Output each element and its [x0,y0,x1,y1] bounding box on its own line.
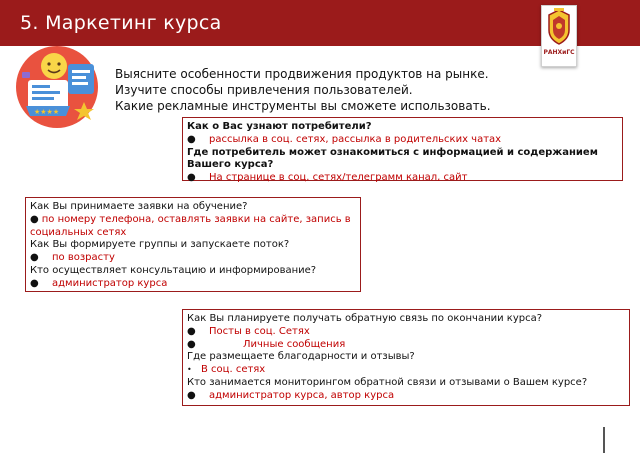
answer-text [187,172,618,185]
question-text: Где потребитель может ознакомиться с информацией и содержанием Вашего курса? [187,146,598,171]
answer-value: по возрасту [52,252,115,264]
answer-text [187,390,625,403]
answer-value: На странице в соц. сетях/телеграмм канал, сайт [209,172,468,184]
answer-value: администратор курса [52,277,168,289]
answer-text [187,364,625,377]
bullet-icon: ● [187,338,196,350]
bullet-icon: ● [30,213,39,225]
bullet-icon: ● [187,172,196,184]
answer-text [187,134,618,147]
answer-value: Посты в соц. Сетях [209,325,310,337]
intro-line: Изучите способы привлечения пользователей. [115,83,413,97]
answer-text [30,214,356,240]
promotion-box [182,117,623,184]
logo-text: РАНХиГС [543,49,575,56]
bullet-icon: ● [187,325,196,337]
question-text: Как Вы формируете группы и запускаете поток? [30,239,290,251]
question-text: Кто осуществляет консультацию и информирование? [30,264,317,276]
customer-feedback-icon [14,44,100,130]
bullet-icon: ● [30,252,39,264]
answer-text [187,326,625,339]
intro-line: Какие рекламные инструменты вы сможете использовать. [115,99,491,113]
enrollment-box [25,197,361,292]
intro-line: Выясните особенности продвижения продуктов на рынке. [115,67,489,81]
answer-value: В соц. сетях [201,364,266,376]
ranepa-logo [541,5,577,67]
slide-divider-mark [603,427,605,453]
bullet-icon: ● [30,277,39,289]
question-text: Где размещаете благодарности и отзывы? [187,351,415,363]
bullet-icon: ● [187,389,196,401]
question-text: Кто занимается мониторингом обратной связи и отзывами о Вашем курсе? [187,376,588,388]
slide-title: 5. Маркетинг курса [20,12,222,34]
question-text: Как Вы планируете получать обратную связь по окончании курса? [187,313,543,324]
ranepa-emblem-icon [542,6,576,50]
answer-value: Личные сообщения [243,338,346,350]
bullet-icon: • [187,365,192,375]
svg-text:★★★★: ★★★★ [34,108,60,116]
answer-value: по номеру телефона, оставлять заявки на сайте, запись в социальных сетях [30,213,351,238]
answer-value: администратор курса, автор курса [209,389,395,401]
feedback-box [182,309,630,406]
question-text: Как о Вас узнают потребители? [187,121,372,132]
answer-text [30,278,356,291]
bullet-icon: ● [187,133,196,145]
answer-value: рассылка в соц. сетях, рассылка в родительских чатах [209,133,502,145]
intro-text [115,66,491,114]
question-text: Как Вы принимаете заявки на обучение? [30,201,248,212]
answer-text [30,252,356,265]
answer-text [187,339,625,352]
